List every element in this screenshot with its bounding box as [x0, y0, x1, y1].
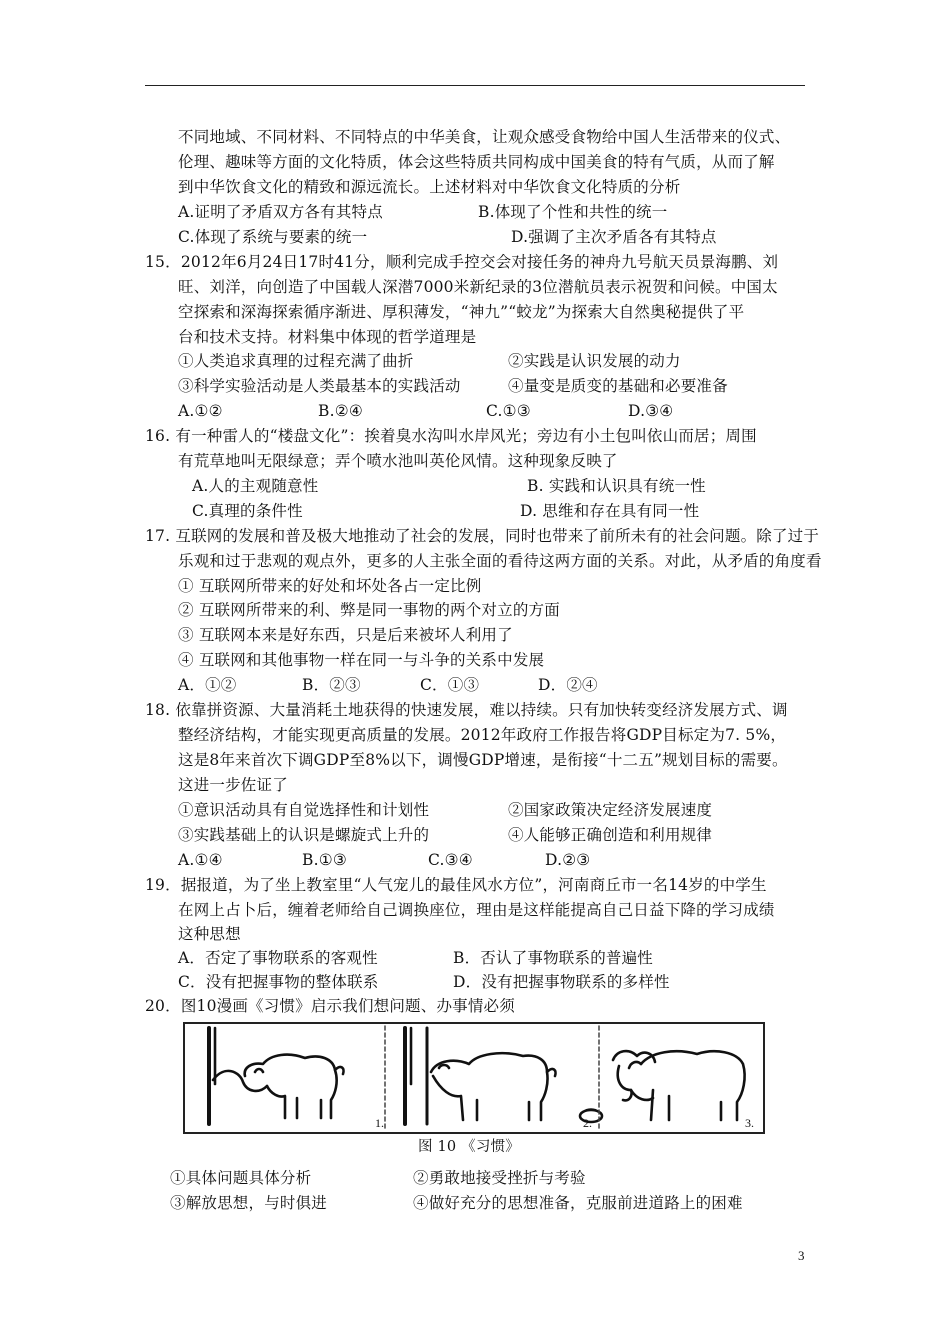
- q14-line-2: 伦理、趣味等方面的文化特质，体会这些特质共同构成中国美食的特有气质，从而了解: [178, 153, 775, 171]
- q18-option-c: C.③④: [428, 851, 473, 869]
- q16-line-1: 16. 有一种雷人的“楼盘文化”：挨着臭水沟叫水岸风光；旁边有小土包叫依山而居；周围: [145, 427, 757, 445]
- q17-line-1: 17. 互联网的发展和普及极大地推动了社会的发展，同时也带来了前所未有的社会问题。除了过于: [145, 527, 820, 545]
- q15-line-3: 空探索和深海探索循序渐进、厚积薄发，“神九”“蛟龙”为探索大自然奥秘提供了平: [178, 303, 745, 321]
- q16-option-b: B. 实践和认识具有统一性: [527, 477, 706, 495]
- panel-2-number: 2.: [583, 1116, 592, 1130]
- panel-2-cow: [405, 1028, 556, 1124]
- q18-line-2: 整经济结构，才能实现更高质量的发展。2012年政府工作报告将GDP目标定为7. 5%，: [178, 726, 787, 744]
- q18-statement-3: ③实践基础上的认识是螺旋式上升的: [178, 826, 430, 844]
- q15-option-c: C.①③: [486, 402, 531, 420]
- q14-option-c: C.体现了系统与要素的统一: [178, 228, 368, 246]
- q18-option-d: D.②③: [545, 851, 591, 869]
- q18-statement-2: ②国家政策决定经济发展速度: [508, 801, 713, 819]
- q17-option-d: D．②④: [538, 676, 598, 694]
- q19-line-3: 这种思想: [178, 925, 241, 943]
- q17-statement-4: ④ 互联网和其他事物一样在同一与斗争的关系中发展: [178, 651, 545, 669]
- q15-line-4: 台和技术支持。材料集中体现的哲学道理是: [178, 328, 477, 346]
- q15-statement-2: ②实践是认识发展的动力: [508, 352, 681, 370]
- q20-statement-4: ④做好充分的思想准备，克服前进道路上的困难: [413, 1194, 743, 1212]
- panel-1-cow: [209, 1028, 344, 1124]
- q15-option-d: D.③④: [628, 402, 674, 420]
- cartoon-habit-illustration: [185, 1024, 763, 1132]
- q15-line-2: 旺、刘洋，向创造了中国载人深潜7000米新纪录的3位潜航员表示祝贺和问候。中国太: [178, 278, 778, 296]
- header-rule: [145, 85, 805, 86]
- q17-statement-2: ② 互联网所带来的利、弊是同一事物的两个对立的方面: [178, 601, 560, 619]
- q15-statement-4: ④量变是质变的基础和必要准备: [508, 377, 728, 395]
- q16-option-d: D. 思维和存在具有同一性: [520, 502, 700, 520]
- page-number: 3: [798, 1248, 805, 1263]
- q17-option-c: C．①③: [420, 676, 480, 694]
- q19-option-d: D．没有把握事物联系的多样性: [453, 973, 670, 991]
- q19-option-c: C．没有把握事物的整体联系: [178, 973, 379, 991]
- q15-line-1: 15．2012年6月24日17时41分，顺利完成手控交会对接任务的神舟九号航天员景海鹏、刘: [145, 253, 779, 271]
- q17-statement-3: ③ 互联网本来是好东西，只是后来被坏人利用了: [178, 626, 513, 644]
- q18-statement-1: ①意识活动具有自觉选择性和计划性: [178, 801, 430, 819]
- q17-line-2: 乐观和过于悲观的观点外，更多的人主张全面的看待这两方面的关系。对此，从矛盾的角度看: [178, 552, 822, 570]
- q15-statement-1: ①人类追求真理的过程充满了曲折: [178, 352, 414, 370]
- q19-line-1: 19．据报道，为了坐上教室里“人气宠儿的最佳风水方位”，河南商丘市一名14岁的中学生: [145, 876, 767, 894]
- q20-stem: 20．图10漫画《习惯》启示我们想问题、办事情必须: [145, 997, 515, 1015]
- panel-3-cow: [613, 1051, 745, 1120]
- figure-caption: 图 10 《习惯》: [418, 1139, 520, 1155]
- q16-line-2: 有荒草地叫无限绿意；弄个喷水池叫英伦风情。这种现象反映了: [178, 452, 618, 470]
- q18-line-3: 这是8年来首次下调GDP至8%以下，调慢GDP增速，是衔接“十二五”规划目标的需要。: [178, 751, 788, 769]
- q14-line-1: 不同地域、不同材料、不同特点的中华美食，让观众感受食物给中国人生活带来的仪式、: [178, 128, 791, 146]
- q19-option-b: B．否认了事物联系的普遍性: [453, 949, 653, 967]
- q14-line-3: 到中华饮食文化的精致和源远流长。上述材料对中华饮食文化特质的分析: [178, 178, 681, 196]
- q17-option-b: B．②③: [302, 676, 361, 694]
- q18-option-b: B.①③: [302, 851, 347, 869]
- q17-option-a: A．①②: [178, 676, 237, 694]
- q20-statement-1: ①具体问题具体分析: [170, 1169, 312, 1187]
- q17-statement-1: ① 互联网所带来的好处和坏处各占一定比例: [178, 577, 482, 595]
- q19-option-a: A．否定了事物联系的客观性: [178, 949, 378, 967]
- q14-option-d: D.强调了主次矛盾各有其特点: [511, 228, 717, 246]
- q14-option-b: B.体现了个性和共性的统一: [478, 203, 668, 221]
- q14-option-a: A.证明了矛盾双方各有其特点: [178, 203, 383, 221]
- q18-line-1: 18. 依靠拼资源、大量消耗土地获得的快速发展，难以持续。只有加快转变经济发展方式、调: [145, 701, 788, 719]
- q15-option-b: B.②④: [318, 402, 363, 420]
- q18-option-a: A.①④: [178, 851, 223, 869]
- panel-3-number: 3.: [745, 1116, 754, 1130]
- panel-1-number: 1.: [375, 1116, 384, 1130]
- q18-line-4: 这进一步佐证了: [178, 776, 288, 794]
- cartoon-figure: [183, 1022, 765, 1134]
- q16-option-a: A.人的主观随意性: [192, 477, 319, 495]
- q20-statement-2: ②勇敢地接受挫折与考验: [413, 1169, 586, 1187]
- q19-line-2: 在网上占卜后，缠着老师给自己调换座位，理由是这样能提高自己日益下降的学习成绩: [178, 901, 775, 919]
- q18-statement-4: ④人能够正确创造和利用规律: [508, 826, 713, 844]
- q15-statement-3: ③科学实验活动是人类最基本的实践活动: [178, 377, 461, 395]
- q16-option-c: C.真理的条件性: [192, 502, 303, 520]
- q20-statement-3: ③解放思想，与时俱进: [170, 1194, 328, 1212]
- q15-option-a: A.①②: [178, 402, 223, 420]
